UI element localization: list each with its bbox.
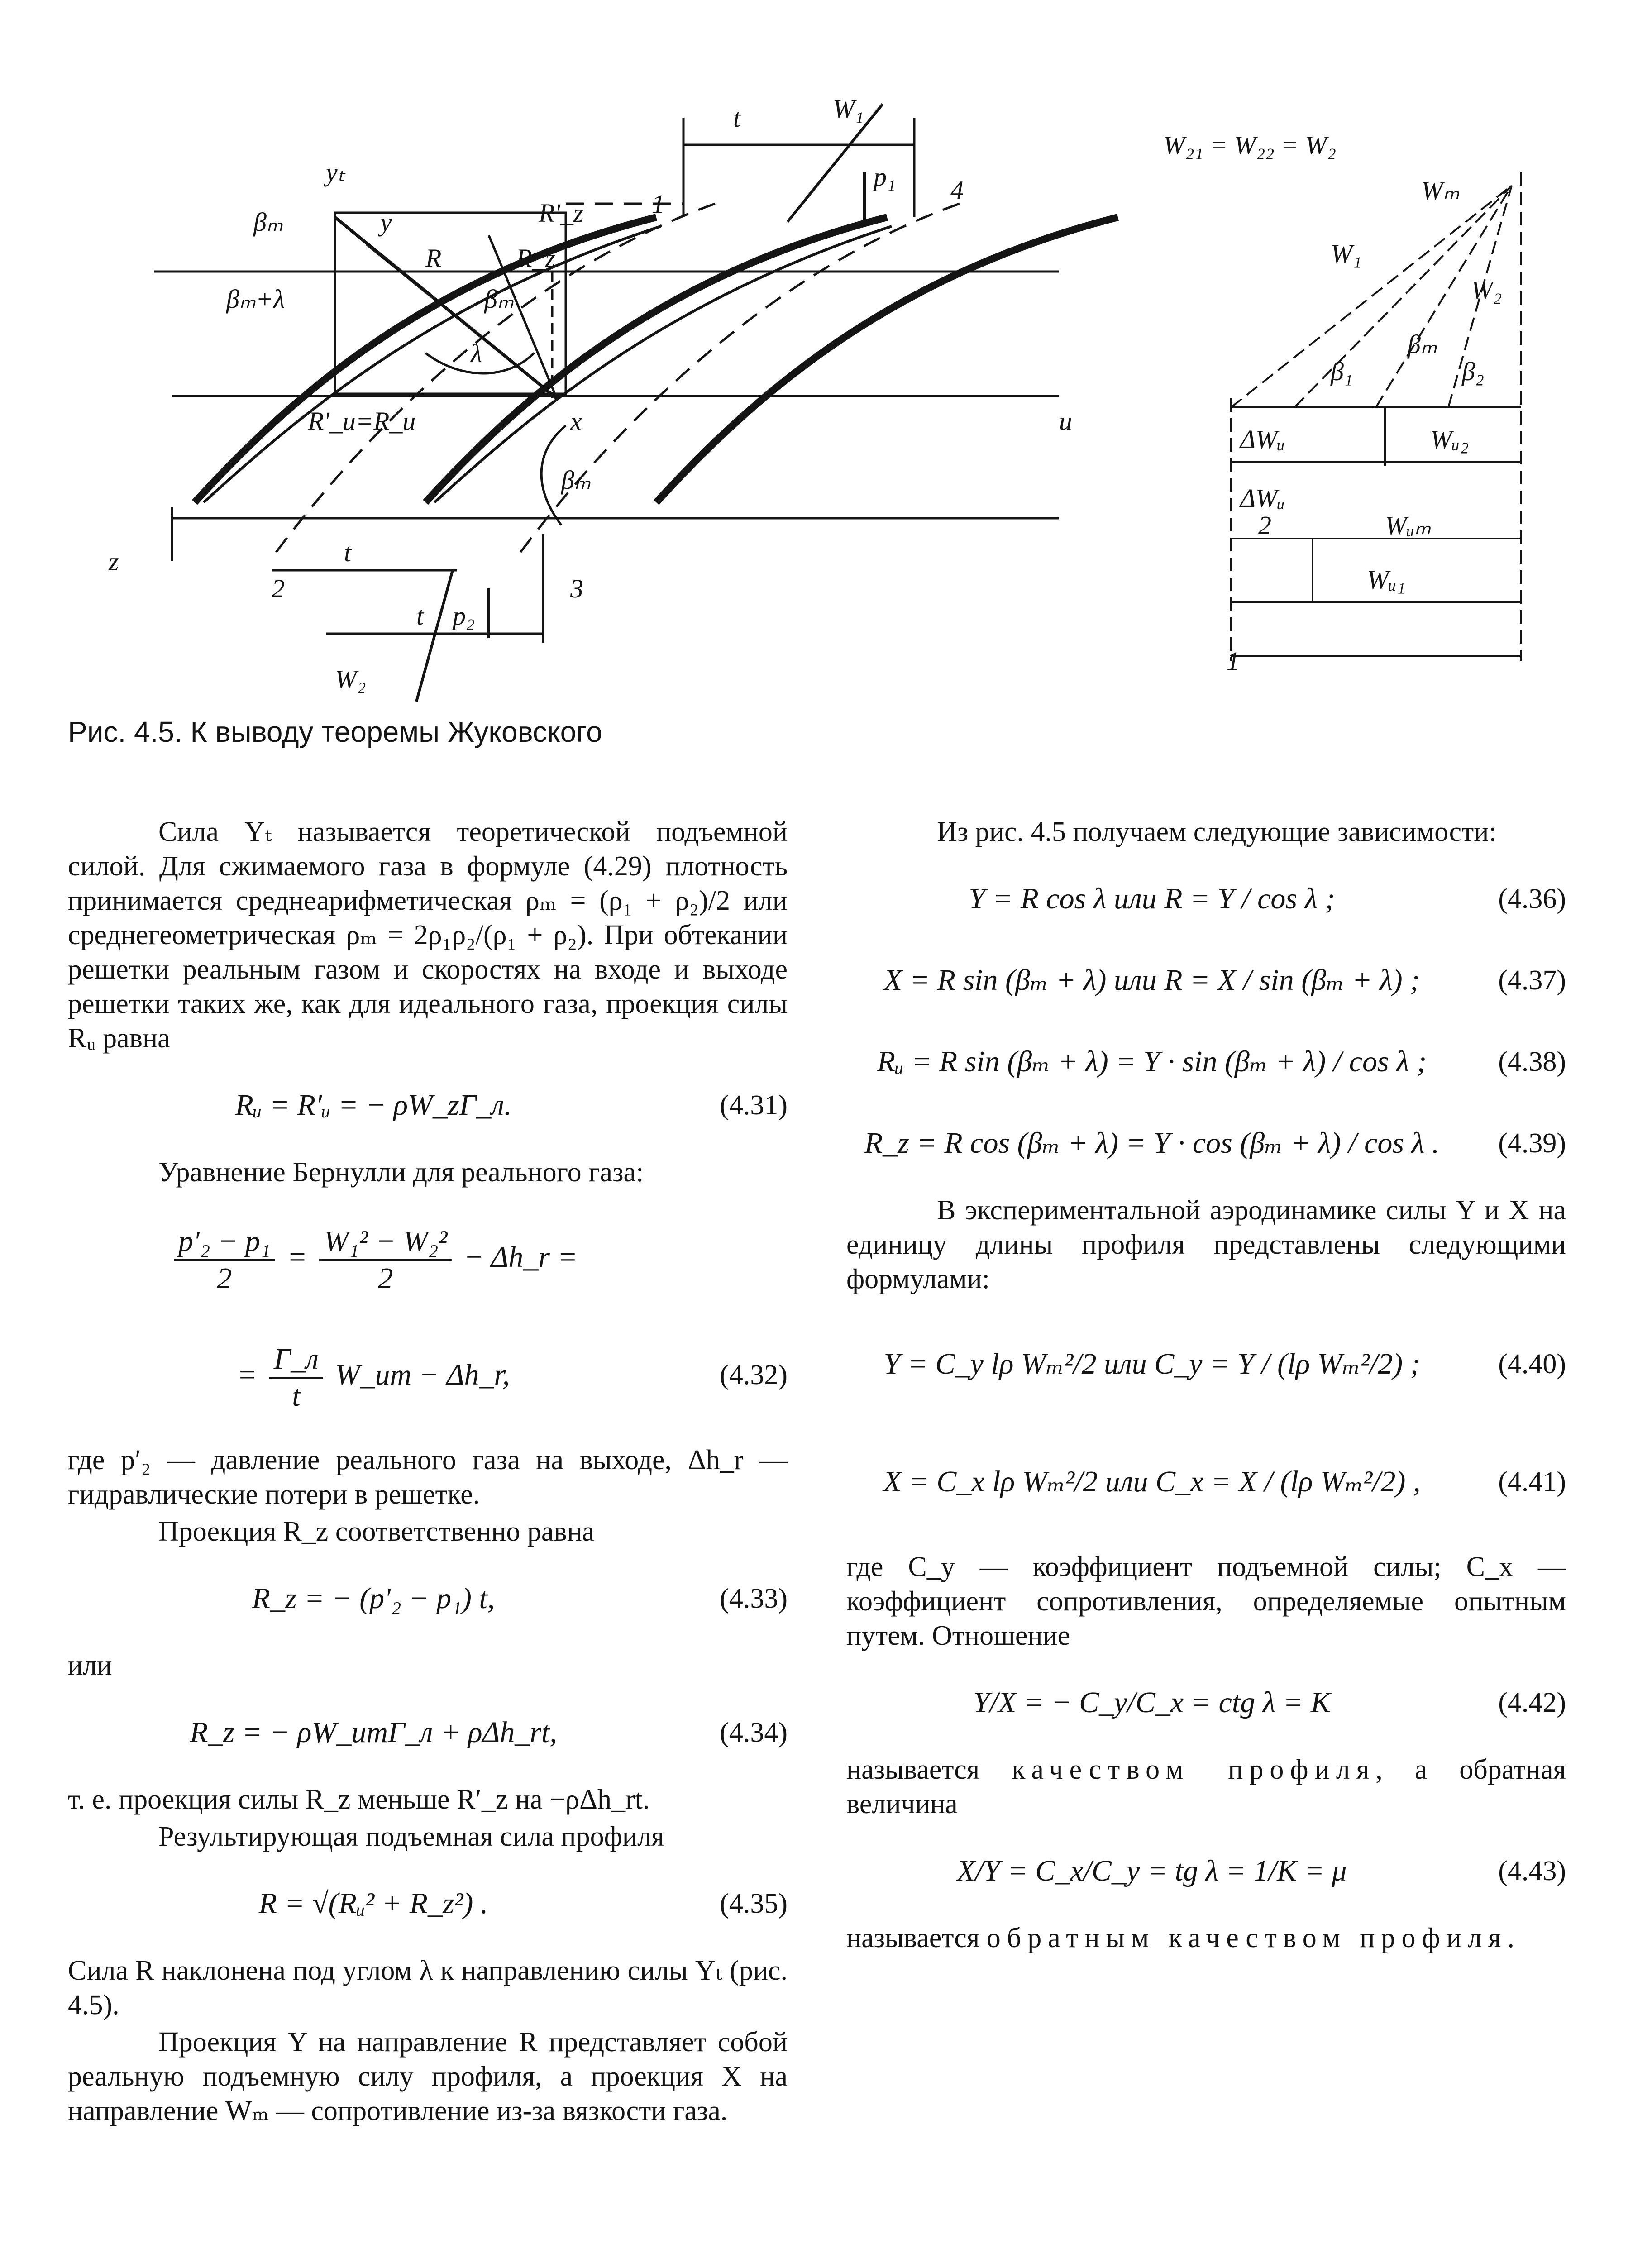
paragraph: где C_y — коэффициент подъемной силы; C_x — коэффициент сопротивления, определяемые опытным путем. Отношение [846, 1552, 1566, 1651]
tri-wum: Wᵤₘ [1385, 511, 1431, 540]
equation-body: Rᵤ = R′ᵤ = − ρW_zΓ_л. [235, 1089, 512, 1122]
paragraph: Сила R наклонена под углом λ к направлению силы Yₜ (рис. 4.5). [68, 1955, 788, 2020]
equation-4-34 [68, 1701, 788, 1764]
tri-bm: βₘ [1408, 329, 1437, 359]
equation-tail: W_um − Δh_r, [335, 1358, 510, 1391]
equation-4-41 [846, 1432, 1566, 1532]
equation-number: (4.31) [720, 1090, 788, 1121]
equation-4-32-line1: $\frac{\text{p′₂ − p₁}}{2}$ = $\frac{\text{W₁² − W₂²}}{2}$ − Δh_r = [68, 1208, 788, 1307]
tri-dwu: ΔWᵤ [1240, 425, 1285, 454]
equation-number: (4.39) [1498, 1128, 1566, 1159]
label-u: u [1059, 406, 1072, 436]
tri-w2: W₂ [1471, 275, 1502, 305]
label-w2: W₂ [335, 664, 366, 694]
equation-tail: − Δh_r = [463, 1241, 578, 1274]
equation-body: R_z = R cos (βₘ + λ) = Y · cos (βₘ + λ) / cos λ . [864, 1127, 1440, 1160]
cascade-diagram [154, 104, 1118, 702]
left-column [68, 815, 788, 2131]
equation-number: (4.40) [1498, 1349, 1566, 1380]
label-3: 3 [570, 574, 583, 603]
tri-w1: W₁ [1331, 239, 1362, 268]
equation-number: (4.42) [1498, 1687, 1566, 1718]
equation-body: R_z = − ρW_umΓ_л + ρΔh_rt, [190, 1716, 557, 1749]
label-lambda: λ [471, 339, 482, 368]
equation-4-32-line2: = $\frac{\Gamma\_л}{t}$ W_um − Δh_r, (4.32) [68, 1325, 788, 1425]
tri-wm: Wₘ [1421, 176, 1460, 205]
label-1: 1 [652, 189, 665, 219]
right-column [846, 815, 1566, 1958]
label-bm: βₘ [253, 207, 283, 237]
equation-number: (4.32) [720, 1360, 788, 1390]
label-rup: R'_u=R_u [308, 406, 416, 436]
equation-4-31 [68, 1074, 788, 1137]
equation-number: (4.34) [720, 1717, 788, 1748]
paragraph: В экспериментальной аэродинамике силы Y и X на единицу длины профиля представлены следующими формулами: [846, 1195, 1566, 1294]
label-bm-3: βₘ [561, 465, 591, 495]
equation-number: (4.43) [1498, 1856, 1566, 1886]
tri-dwu2: ΔWᵤ [1240, 483, 1285, 513]
label-p2: p₂ [453, 601, 475, 630]
paragraph: Проекция R_z соответственно равна [158, 1516, 595, 1547]
equation-number: (4.35) [720, 1888, 788, 1919]
tri-b1: β₁ [1331, 357, 1353, 386]
label-t-top: t [733, 103, 741, 133]
equation-body: Y = R cos λ или R = Y / cos λ ; [969, 882, 1335, 915]
fraction: $\frac{\text{p′₂ − p₁}}{2}$ [174, 1224, 275, 1296]
label-w1: W₁ [833, 94, 864, 124]
equation-body: Y/X = − C_y/C_x = ctg λ = K [973, 1686, 1331, 1719]
paragraph: или [68, 1650, 112, 1681]
paragraph: Проекция Y на направление R представляет собой реальную подъемную силу профиля, а проекция X на направление Wₘ — сопротивление из-за вязкости газа. [68, 2027, 788, 2126]
label-bm-2: βₘ [484, 284, 514, 314]
tri-top: W₂₁ = W₂₂ = W₂ [1163, 130, 1337, 160]
figure-4-5 [54, 81, 1593, 715]
equation-body: R_z = − (p′₂ − p₁) t, [252, 1582, 495, 1615]
label-rz: R_z [516, 243, 555, 273]
equation-4-33 [68, 1567, 788, 1630]
paragraph: Уравнение Бернулли для реального газа: [158, 1157, 644, 1188]
label-yt: yₜ [326, 158, 345, 187]
equation-body: X/Y = C_x/C_y = tg λ = 1/K = μ [957, 1854, 1347, 1887]
tri-wu1: Wᵤ₁ [1367, 565, 1406, 594]
label-p1: p₁ [874, 162, 896, 191]
fraction: $\frac{\text{W₁² − W₂²}}{2}$ [319, 1224, 452, 1296]
label-t-low: t [416, 601, 424, 630]
label-x: x [570, 406, 582, 436]
figure-caption: Рис. 4.5. К выводу теоремы Жуковского [68, 716, 602, 748]
tri-half: 2 [1258, 511, 1271, 540]
equation-4-38 [846, 1030, 1566, 1093]
paragraph: Из рис. 4.5 получаем следующие зависимости: [937, 816, 1497, 847]
equation-body: X = C_x lρ Wₘ²/2 или C_x = X / (lρ Wₘ²/2) , [883, 1465, 1421, 1498]
equation-4-37 [846, 949, 1566, 1012]
equation-body: Rᵤ = R sin (βₘ + λ) = Y · sin (βₘ + λ) / cos λ ; [877, 1045, 1427, 1078]
emphasis: обратным качеством профиля [986, 1923, 1508, 1953]
paragraph: Сила Yₜ называется теоретической подъемной силой. Для сжимаемого газа в формуле (4.29) плотность принимается среднеарифметическая ρₘ = (ρ₁ + ρ₂)/2 или среднегеометрическая ρₘ = 2ρ₁ρ₂/(ρ₁ + ρ₂). При обтекании решетки реальным газом и скоростях на входе и выходе решетки таких же, как для идеального газа, проекция силы Rᵤ равна [68, 816, 788, 1054]
paragraph: Результирующая подъемная сила профиля [158, 1821, 664, 1852]
equation-number: (4.33) [720, 1583, 788, 1614]
paragraph: называется обратным качеством профиля. [846, 1923, 1514, 1953]
figure-labels [108, 94, 1502, 694]
label-bml: βₘ+λ [226, 284, 285, 314]
label-rzp: R'_z [539, 198, 584, 228]
equation-body: Y = C_y lρ Wₘ²/2 или C_y = Y / (lρ Wₘ²/2) ; [883, 1347, 1420, 1380]
equation-body: X = R sin (βₘ + λ) или R = X / sin (βₘ + λ) ; [883, 964, 1420, 997]
label-z: z [109, 547, 119, 576]
tri-b2: β₂ [1462, 357, 1485, 386]
equation-number: (4.41) [1498, 1466, 1566, 1497]
equation-number: (4.38) [1498, 1046, 1566, 1077]
label-4: 4 [950, 176, 964, 205]
equation-body: R = √(Rᵤ² + R_z²) . [258, 1887, 488, 1920]
equation-4-39 [846, 1112, 1566, 1175]
equation-number: (4.37) [1498, 965, 1566, 996]
paragraph: где p′₂ — давление реального газа на выходе, Δh_r — гидравлические потери в решетке. [68, 1445, 788, 1510]
equation-4-35 [68, 1872, 788, 1935]
equation-4-36 [846, 867, 1566, 931]
label-t-mid: t [344, 538, 352, 567]
equation-number: (4.36) [1498, 883, 1566, 914]
emphasis: качеством профиля [1012, 1754, 1376, 1785]
tri-wu2: Wᵤ₂ [1430, 425, 1469, 454]
label-r: R [425, 243, 442, 273]
label-2: 2 [272, 574, 285, 603]
paragraph: называется качеством профиля, а обратная величина [846, 1754, 1566, 1819]
paragraph: т. е. проекция силы R_z меньше R′_z на −ρΔh_rt. [68, 1784, 650, 1815]
tri-mark: 1 [1227, 646, 1240, 676]
equation-4-43 [846, 1839, 1566, 1903]
fraction: $\frac{\Gamma\_л}{t}$ [269, 1342, 323, 1414]
label-y: y [380, 207, 392, 237]
equation-4-40 [846, 1314, 1566, 1414]
equation-4-42 [846, 1671, 1566, 1734]
